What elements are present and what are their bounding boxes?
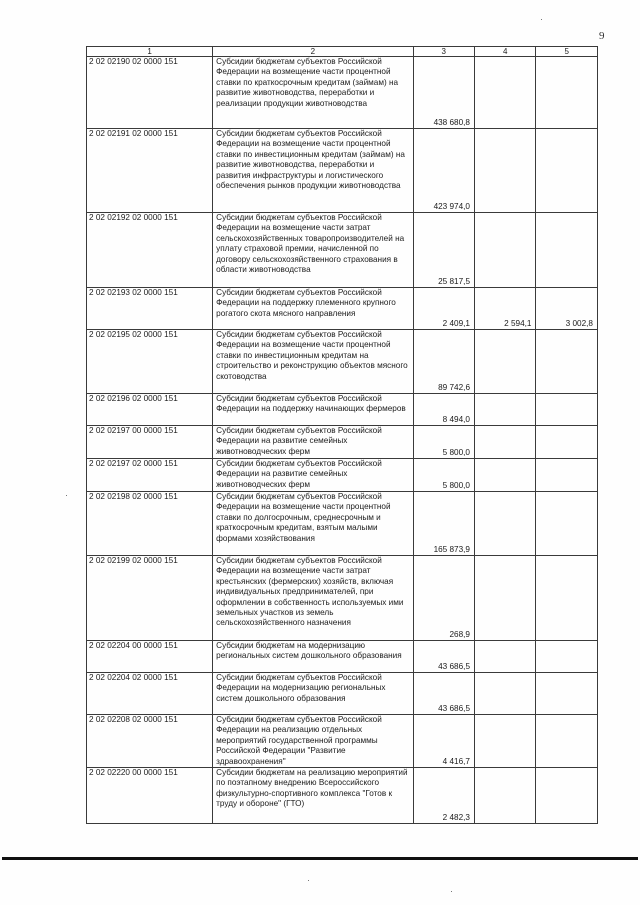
- amount-col5: [536, 641, 598, 673]
- table-row: [87, 129, 598, 213]
- amount-col3: 2 409,1: [413, 288, 474, 330]
- table-row: [87, 492, 598, 556]
- budget-code: 2 02 02197 02 0000 151: [87, 459, 213, 492]
- amount-col5: 3 002,8: [536, 288, 598, 330]
- amount-col3: 43 686,5: [413, 673, 474, 715]
- table-row: [87, 426, 598, 459]
- amount-col4: [475, 459, 536, 492]
- column-header: 2: [213, 47, 413, 57]
- revenue-description: Субсидии бюджетам субъектов Российской Федерации на поддержку племенного крупного рогатого скота мясного направления: [213, 288, 413, 330]
- table-row: [87, 57, 598, 129]
- budget-revenue-table: [86, 46, 598, 824]
- amount-col5: [536, 129, 598, 213]
- amount-col4: [475, 641, 536, 673]
- revenue-description: Субсидии бюджетам субъектов Российской Федерации на возмещение части затрат крестьянских (фермерских) хозяйств, включая индивидуальных предпринимателей, при оформлении в собственность используемых ими земельных участков из земель сельскохозяйственного назначения: [213, 556, 413, 641]
- scan-speck: [541, 19, 542, 20]
- budget-code: 2 02 02193 02 0000 151: [87, 288, 213, 330]
- budget-code: 2 02 02196 02 0000 151: [87, 394, 213, 426]
- amount-col4: [475, 394, 536, 426]
- amount-col3: 5 800,0: [413, 426, 474, 459]
- amount-col5: [536, 330, 598, 394]
- column-header: 3: [413, 47, 474, 57]
- table-row: [87, 394, 598, 426]
- budget-code: 2 02 02204 02 0000 151: [87, 673, 213, 715]
- table-row: [87, 715, 598, 768]
- amount-col3: 8 494,0: [413, 394, 474, 426]
- table-row: [87, 213, 598, 288]
- revenue-description: Субсидии бюджетам на модернизацию региональных систем дошкольного образования: [213, 641, 413, 673]
- amount-col4: [475, 673, 536, 715]
- amount-col4: 2 594,1: [475, 288, 536, 330]
- budget-code: 2 02 02191 02 0000 151: [87, 129, 213, 213]
- budget-code: 2 02 02190 02 0000 151: [87, 57, 213, 129]
- amount-col3: 43 686,5: [413, 641, 474, 673]
- amount-col3: 2 482,3: [413, 768, 474, 824]
- revenue-description: Субсидии бюджетам субъектов Российской Федерации на возмещение части затрат сельскохозяйственных товаропроизводителей на уплату страховой премии, начисленной по договору сельскохозяйственного страхования в области животноводства: [213, 213, 413, 288]
- table-header-row: [87, 47, 598, 57]
- table-row: [87, 330, 598, 394]
- table-row: [87, 641, 598, 673]
- amount-col4: [475, 768, 536, 824]
- amount-col5: [536, 57, 598, 129]
- amount-col5: [536, 768, 598, 824]
- amount-col4: [475, 129, 536, 213]
- amount-col5: [536, 556, 598, 641]
- table-row: [87, 556, 598, 641]
- column-header: 5: [536, 47, 598, 57]
- revenue-description: Субсидии бюджетам субъектов Российской Федерации на поддержку начинающих фермеров: [213, 394, 413, 426]
- budget-code: 2 02 02220 00 0000 151: [87, 768, 213, 824]
- amount-col4: [475, 492, 536, 556]
- page-number: 9: [599, 30, 605, 42]
- column-header: 1: [87, 47, 213, 57]
- revenue-description: Субсидии бюджетам субъектов Российской Федерации на развитие семейных животноводческих ферм: [213, 459, 413, 492]
- amount-col4: [475, 556, 536, 641]
- budget-code: 2 02 02197 00 0000 151: [87, 426, 213, 459]
- amount-col4: [475, 426, 536, 459]
- revenue-description: Субсидии бюджетам субъектов Российской Федерации на возмещение части процентной ставки по краткосрочным кредитам (займам) на развитие животноводства, переработки и реализации продукции животноводства: [213, 57, 413, 129]
- amount-col5: [536, 492, 598, 556]
- amount-col3: 25 817,5: [413, 213, 474, 288]
- amount-col3: 4 416,7: [413, 715, 474, 768]
- amount-col5: [536, 394, 598, 426]
- budget-code: 2 02 02192 02 0000 151: [87, 213, 213, 288]
- amount-col4: [475, 213, 536, 288]
- table-row: [87, 673, 598, 715]
- amount-col5: [536, 459, 598, 492]
- scan-speck: [308, 880, 309, 881]
- table-row: [87, 768, 598, 824]
- table-row: [87, 459, 598, 492]
- amount-col3: 268,9: [413, 556, 474, 641]
- amount-col3: 89 742,6: [413, 330, 474, 394]
- scan-footer-rule: [2, 857, 638, 860]
- revenue-description: Субсидии бюджетам субъектов Российской Федерации на возмещение части процентной ставки по инвестиционным кредитам на строительство и реконструкцию объектов мясного скотоводства: [213, 330, 413, 394]
- revenue-description: Субсидии бюджетам субъектов Российской Федерации на возмещение части процентной ставки по долгосрочным, среднесрочным и краткосрочным кредитам, взятым малыми формами хозяйствования: [213, 492, 413, 556]
- table-row: [87, 288, 598, 330]
- scan-speck: [66, 495, 67, 496]
- amount-col4: [475, 57, 536, 129]
- amount-col5: [536, 426, 598, 459]
- amount-col5: [536, 213, 598, 288]
- amount-col5: [536, 673, 598, 715]
- amount-col3: 165 873,9: [413, 492, 474, 556]
- revenue-description: Субсидии бюджетам на реализацию мероприятий по поэтапному внедрению Всероссийского физкультурно-спортивного комплекса "Готов к труду и обороне" (ГТО): [213, 768, 413, 824]
- amount-col4: [475, 715, 536, 768]
- column-header: 4: [475, 47, 536, 57]
- revenue-description: Субсидии бюджетам субъектов Российской Федерации на модернизацию региональных систем дошкольного образования: [213, 673, 413, 715]
- amount-col3: 438 680,8: [413, 57, 474, 129]
- revenue-description: Субсидии бюджетам субъектов Российской Федерации на реализацию отдельных мероприятий государственной программы Российской Федерации "Развитие здравоохранения": [213, 715, 413, 768]
- amount-col3: 5 800,0: [413, 459, 474, 492]
- scan-speck: [451, 891, 452, 892]
- amount-col4: [475, 330, 536, 394]
- amount-col3: 423 974,0: [413, 129, 474, 213]
- budget-code: 2 02 02199 02 0000 151: [87, 556, 213, 641]
- amount-col5: [536, 715, 598, 768]
- budget-code: 2 02 02195 02 0000 151: [87, 330, 213, 394]
- revenue-description: Субсидии бюджетам субъектов Российской Федерации на развитие семейных животноводческих ферм: [213, 426, 413, 459]
- budget-code: 2 02 02204 00 0000 151: [87, 641, 213, 673]
- budget-code: 2 02 02198 02 0000 151: [87, 492, 213, 556]
- revenue-description: Субсидии бюджетам субъектов Российской Федерации на возмещение части процентной ставки по инвестиционным кредитам (займам) на развитие животноводства, переработки и развития инфраструктуры и логистического обеспечения рынков продукции животноводства: [213, 129, 413, 213]
- budget-code: 2 02 02208 02 0000 151: [87, 715, 213, 768]
